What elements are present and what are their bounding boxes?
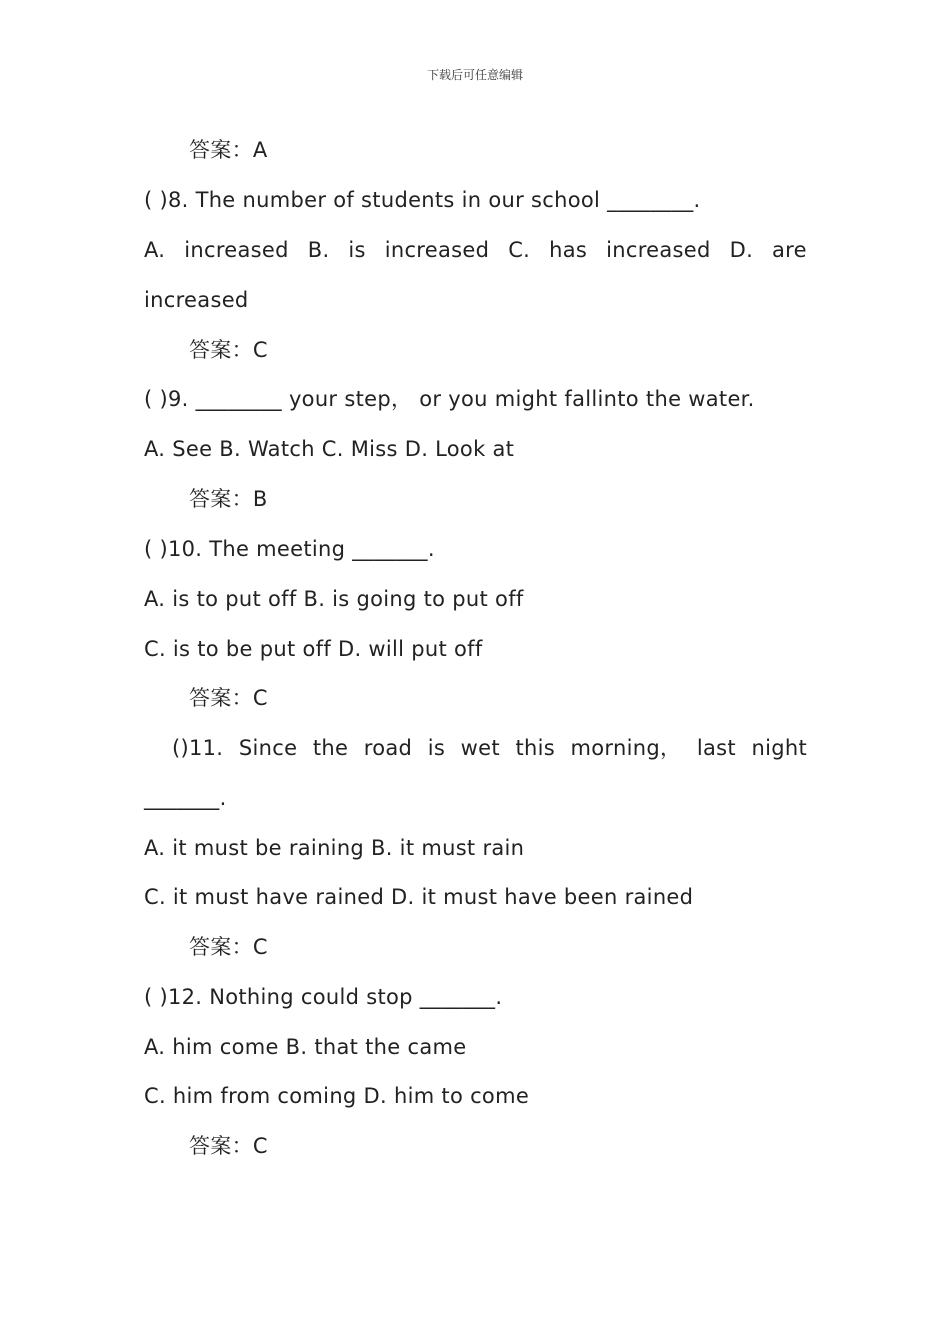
question-10: ( )10. The meeting _______.: [144, 537, 435, 561]
question-11-options-line2: C. it must have rained D. it must have been rained: [144, 885, 694, 909]
question-11-line2: _______.: [144, 786, 227, 810]
page-header: 下载后可任意编辑: [426, 68, 523, 82]
question-word: night: [751, 736, 807, 760]
question-8-options-line1: [144, 237, 807, 263]
question-9-options: A. See B. Watch C. Miss D. Look at: [144, 437, 515, 461]
question-12-options-line1: A. him come B. that the came: [144, 1035, 467, 1059]
option-word: are: [772, 238, 807, 262]
question-word: ()11.: [172, 736, 224, 760]
answer-q10: 答案：C: [189, 686, 268, 710]
option-word: increased: [384, 238, 490, 262]
question-10-options-line2: C. is to be put off D. will put off: [144, 637, 483, 661]
question-10-options-line1: A. is to put off B. is going to put off: [144, 587, 524, 611]
question-word: the: [312, 736, 349, 760]
option-word: B.: [307, 238, 330, 262]
answer-q8: 答案：C: [189, 338, 268, 362]
question-12-options-line2: C. him from coming D. him to come: [144, 1084, 530, 1108]
option-word: C.: [508, 238, 531, 262]
option-word: has: [549, 238, 588, 262]
question-word: wet: [460, 736, 500, 760]
answer-q12: 答案：C: [189, 1134, 268, 1158]
question-word: road: [363, 736, 413, 760]
answer-q9: 答案：B: [189, 487, 268, 511]
option-word: is: [348, 238, 366, 262]
answer-q7: 答案：A: [189, 138, 268, 162]
question-word: morning，: [570, 736, 682, 760]
answer-q11: 答案：C: [189, 935, 268, 959]
question-8-options-line2: increased: [144, 288, 249, 312]
question-word: is: [427, 736, 446, 760]
option-word: D.: [729, 238, 754, 262]
question-word: this: [515, 736, 555, 760]
question-9: ( )9. ________ your step， or you might fallinto the water.: [144, 387, 755, 411]
question-word: last: [696, 736, 736, 760]
option-word: A.: [144, 238, 166, 262]
question-11-line1: [172, 735, 807, 761]
question-8: ( )8. The number of students in our school ________.: [144, 188, 701, 212]
option-word: increased: [184, 238, 289, 262]
question-11-options-line1: A. it must be raining B. it must rain: [144, 836, 525, 860]
question-word: Since: [238, 736, 298, 760]
question-12: ( )12. Nothing could stop _______.: [144, 985, 503, 1009]
option-word: increased: [606, 238, 711, 262]
